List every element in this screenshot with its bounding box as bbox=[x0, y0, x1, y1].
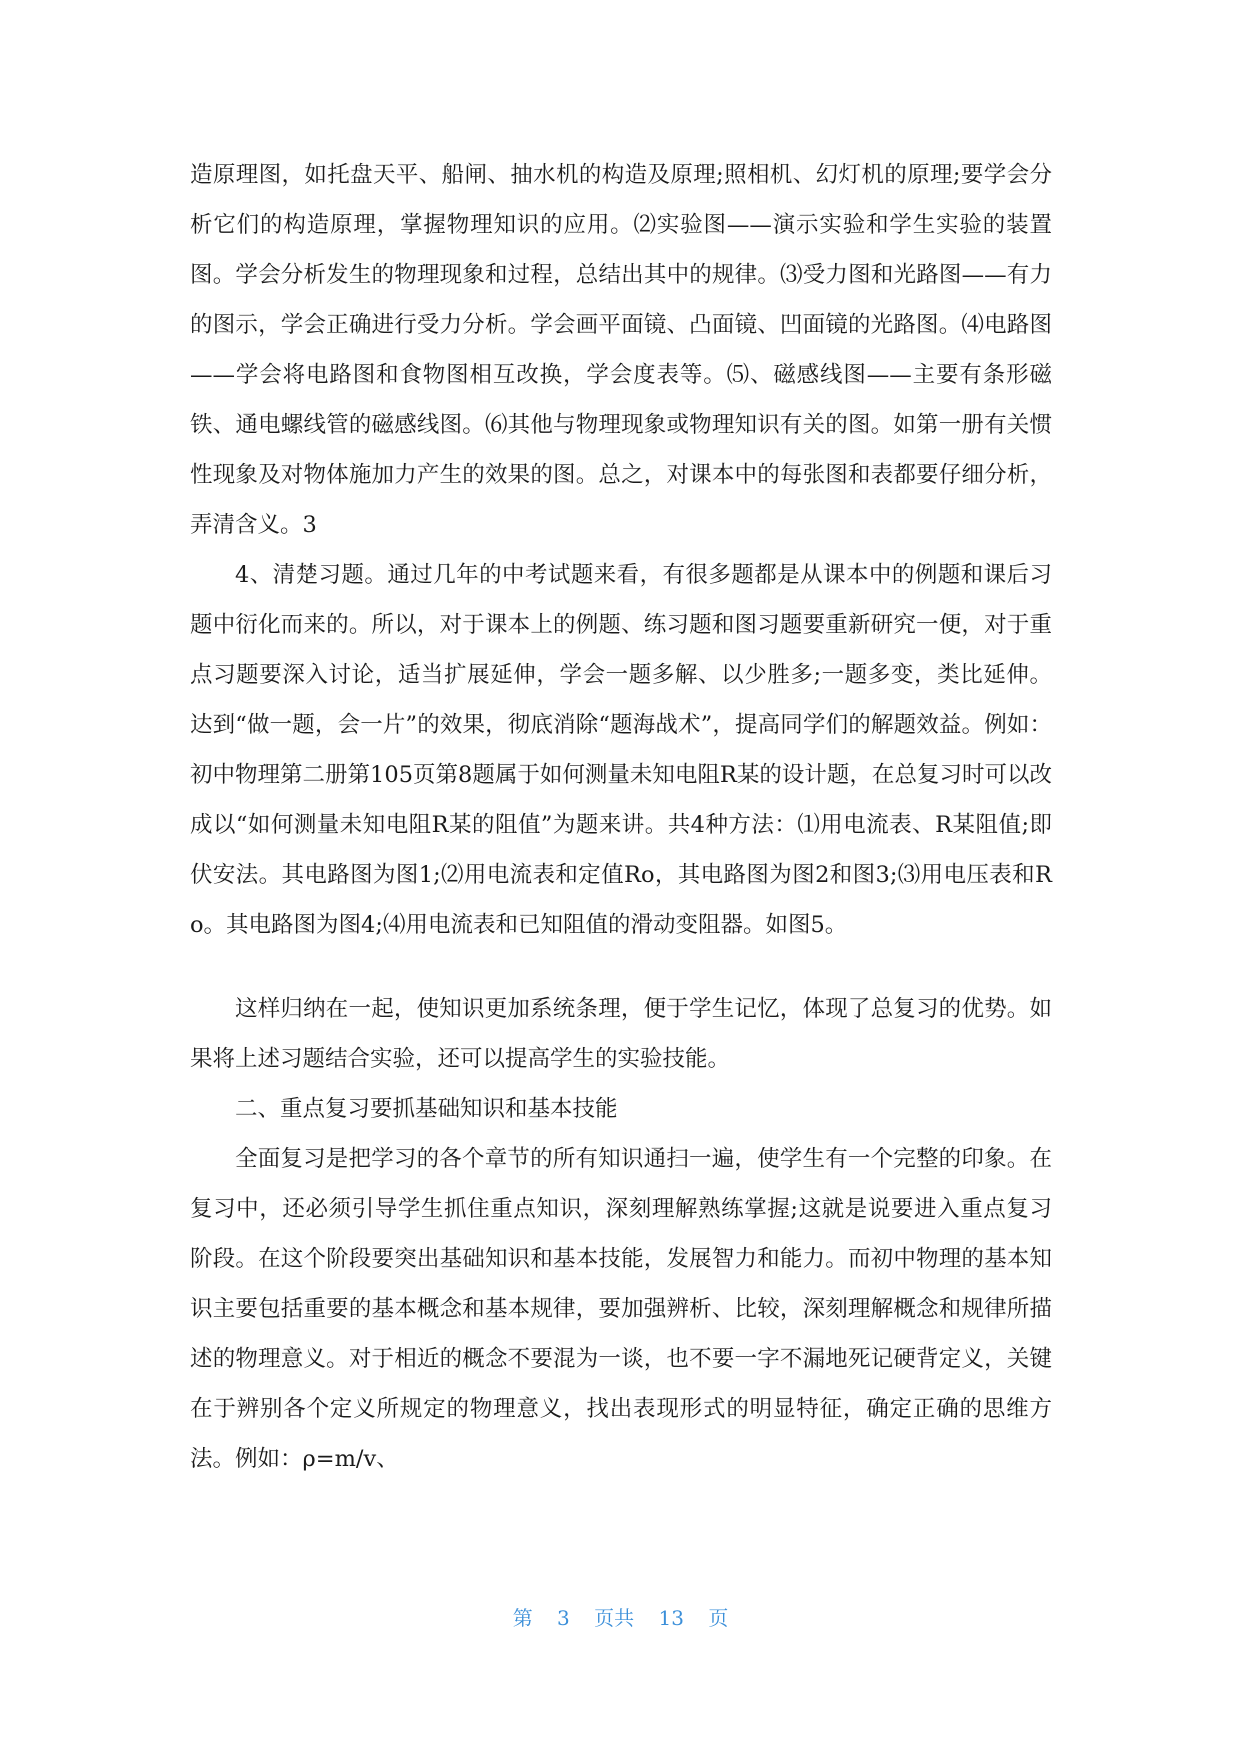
document-body bbox=[190, 150, 1052, 1484]
paragraph-diagrams: 造原理图，如托盘天平、船闸、抽水机的构造及原理;照相机、幻灯机的原理;要学会分析它们的构造原理，掌握物理知识的应用。⑵实验图——演示实验和学生实验的装置图。学会分析发生的物理现象和过程，总结出其中的规律。⑶受力图和光路图——有力的图示，学会正确进行受力分析。学会画平面镜、凸面镜、凹面镜的光路图。⑷电路图——学会将电路图和食物图相互改换，学会度表等。⑸、磁感线图——主要有条形磁铁、通电螺线管的磁感线图。⑹其他与物理现象或物理知识有关的图。如第一册有关惯性现象及对物体施加力产生的效果的图。总之，对课本中的每张图和表都要仔细分析，弄清含义。3 bbox=[190, 162, 1052, 538]
footer-current-page: 3 bbox=[557, 1606, 570, 1630]
footer-label-page: 第 bbox=[512, 1606, 533, 1630]
paragraph-key-review: 全面复习是把学习的各个章节的所有知识通扫一遍，使学生有一个完整的印象。在复习中，还必须引导学生抓住重点知识，深刻理解熟练掌握;这就是说要进入重点复习阶段。在这个阶段要突出基础知识和基本技能，发展智力和能力。而初中物理的基本知识主要包括重要的基本概念和基本规律，要加强辨析、比较，深刻理解概念和规律所描述的物理意义。对于相近的概念不要混为一谈，也不要一字不漏地死记硬背定义，关键在于辨别各个定义所规定的物理意义，找出表现形式的明显特征，确定正确的思维方法。例如：ρ=m/v、 bbox=[190, 1146, 1052, 1472]
page-footer bbox=[0, 1604, 1241, 1632]
paragraph-exercises: 4、清楚习题。通过几年的中考试题来看，有很多题都是从课本中的例题和课后习题中衍化而来的。所以，对于课本上的例题、练习题和图习题要重新研究一便，对于重点习题要深入讨论，适当扩展延伸，学会一题多解、以少胜多;一题多变，类比延伸。达到“做一题，会一片”的效果，彻底消除“题海战术”，提高同学们的解题效益。例如：初中物理第二册第105页第8题属于如何测量未知电阻R某的设计题，在总复习时可以改成以“如何测量未知电阻R某的阻值”为题来讲。共4种方法：⑴用电流表、R某阻值;即伏安法。其电路图为图1;⑵用电流表和定值Ro，其电路图为图2和图3;⑶用电压表和Ro。其电路图为图4;⑷用电流表和已知阻值的滑动变阻器。如图5。 bbox=[190, 562, 1052, 938]
paragraph-summary: 这样归纳在一起，使知识更加系统条理，便于学生记忆，体现了总复习的优势。如果将上述习题结合实验，还可以提高学生的实验技能。 bbox=[190, 996, 1052, 1072]
footer-label-of: 页共 bbox=[594, 1606, 635, 1630]
paragraph-gap bbox=[190, 950, 1052, 984]
footer-label-end: 页 bbox=[708, 1606, 729, 1630]
footer-total-pages: 13 bbox=[658, 1606, 684, 1630]
section-heading: 二、重点复习要抓基础知识和基本技能 bbox=[235, 1096, 618, 1122]
